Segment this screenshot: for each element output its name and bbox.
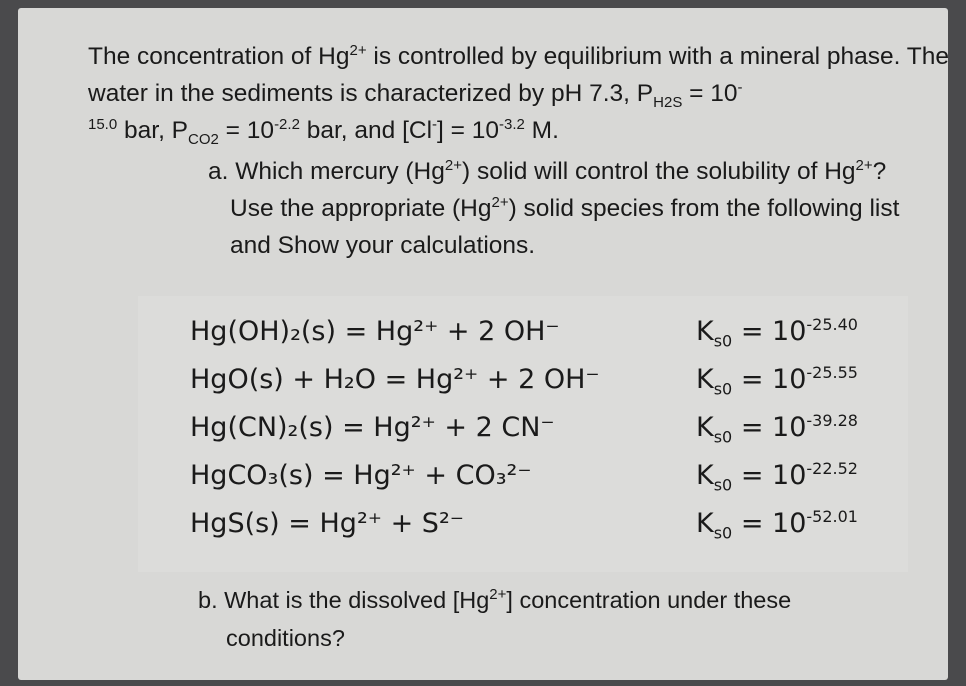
reaction-equation: HgS(s) = Hg²⁺ + S²⁻ bbox=[190, 508, 465, 539]
question-a bbox=[208, 153, 948, 264]
reaction-equation: Hg(OH)₂(s) = Hg²⁺ + 2 OH⁻ bbox=[190, 316, 560, 347]
document-page bbox=[18, 8, 948, 680]
problem-intro bbox=[88, 38, 958, 149]
intro-text: bar, P bbox=[117, 117, 189, 144]
ksp-value bbox=[696, 507, 858, 543]
question-a-text: Use the appropriate (Hg bbox=[230, 195, 492, 222]
equation-row bbox=[138, 508, 908, 548]
equilibrium-table bbox=[138, 296, 908, 572]
question-b-line2: conditions? bbox=[226, 625, 345, 651]
k-label: K bbox=[696, 508, 714, 539]
question-b bbox=[198, 581, 918, 657]
intro-text: ] = 10 bbox=[437, 117, 500, 144]
intro-text: is controlled by equilibrium with a mineral phase. The water in the sediments is characterized by pH 7.3, P bbox=[88, 43, 949, 107]
k-exponent: -25.40 bbox=[806, 315, 858, 334]
exp-sup: -3.2 bbox=[499, 115, 525, 133]
co2-sub: CO2 bbox=[188, 130, 219, 148]
k-sub: s0 bbox=[713, 379, 733, 399]
question-a-text: ) solid species from the following list bbox=[508, 195, 900, 222]
question-a-text: ? bbox=[872, 158, 887, 185]
charge-sup: 2+ bbox=[491, 193, 509, 211]
k-eq: = 10 bbox=[732, 508, 807, 539]
equation-row bbox=[138, 316, 908, 356]
question-b-text: ] concentration under these bbox=[506, 587, 792, 613]
ksp-value bbox=[696, 363, 858, 399]
intro-text: bar, and [Cl bbox=[299, 117, 433, 144]
k-sub: s0 bbox=[713, 427, 733, 447]
intro-text: = 10 bbox=[682, 80, 738, 107]
k-label: K bbox=[696, 364, 714, 395]
reaction-equation: Hg(CN)₂(s) = Hg²⁺ + 2 CN⁻ bbox=[190, 412, 555, 443]
charge-sup: 2+ bbox=[444, 156, 462, 174]
k-label: K bbox=[696, 316, 714, 347]
k-sub: s0 bbox=[713, 523, 733, 543]
question-a-text: a. Which mercury (Hg bbox=[208, 158, 445, 185]
reaction-equation: HgCO₃(s) = Hg²⁺ + CO₃²⁻ bbox=[190, 460, 532, 491]
k-eq: = 10 bbox=[732, 364, 807, 395]
k-exponent: -22.52 bbox=[806, 459, 858, 478]
exp-sup: -2.2 bbox=[274, 115, 300, 133]
question-a-line2 bbox=[208, 190, 948, 227]
equation-row bbox=[138, 412, 908, 452]
charge-sup: 2+ bbox=[489, 586, 507, 604]
k-eq: = 10 bbox=[732, 412, 807, 443]
charge-sup: 2+ bbox=[855, 156, 873, 174]
k-label: K bbox=[696, 460, 714, 491]
ksp-value bbox=[696, 315, 858, 351]
k-sub: s0 bbox=[713, 475, 733, 495]
k-eq: = 10 bbox=[732, 460, 807, 491]
question-b-text: b. What is the dissolved [Hg bbox=[198, 587, 490, 613]
intro-text: M. bbox=[524, 117, 559, 144]
question-a-text: ) solid will control the solubility of Hg bbox=[462, 158, 856, 185]
exp-continued: 15.0 bbox=[88, 115, 118, 133]
k-exponent: -52.01 bbox=[806, 507, 858, 526]
intro-text: The concentration of Hg bbox=[88, 43, 350, 70]
exp-sup: - bbox=[737, 78, 743, 96]
charge-sup: 2+ bbox=[349, 41, 367, 59]
k-eq: = 10 bbox=[732, 316, 807, 347]
question-a-line3: and Show your calculations. bbox=[230, 232, 536, 259]
reaction-equation: HgO(s) + H₂O = Hg²⁺ + 2 OH⁻ bbox=[190, 364, 600, 395]
k-label: K bbox=[696, 412, 714, 443]
equation-row bbox=[138, 460, 908, 500]
intro-text: = 10 bbox=[218, 117, 275, 144]
k-exponent: -39.28 bbox=[806, 411, 858, 430]
h2s-sub: H2S bbox=[653, 93, 683, 111]
ksp-value bbox=[696, 459, 858, 495]
k-exponent: -25.55 bbox=[806, 363, 858, 382]
equation-row bbox=[138, 364, 908, 404]
ksp-value bbox=[696, 411, 858, 447]
charge-sup: - bbox=[432, 115, 438, 133]
k-sub: s0 bbox=[713, 331, 733, 351]
